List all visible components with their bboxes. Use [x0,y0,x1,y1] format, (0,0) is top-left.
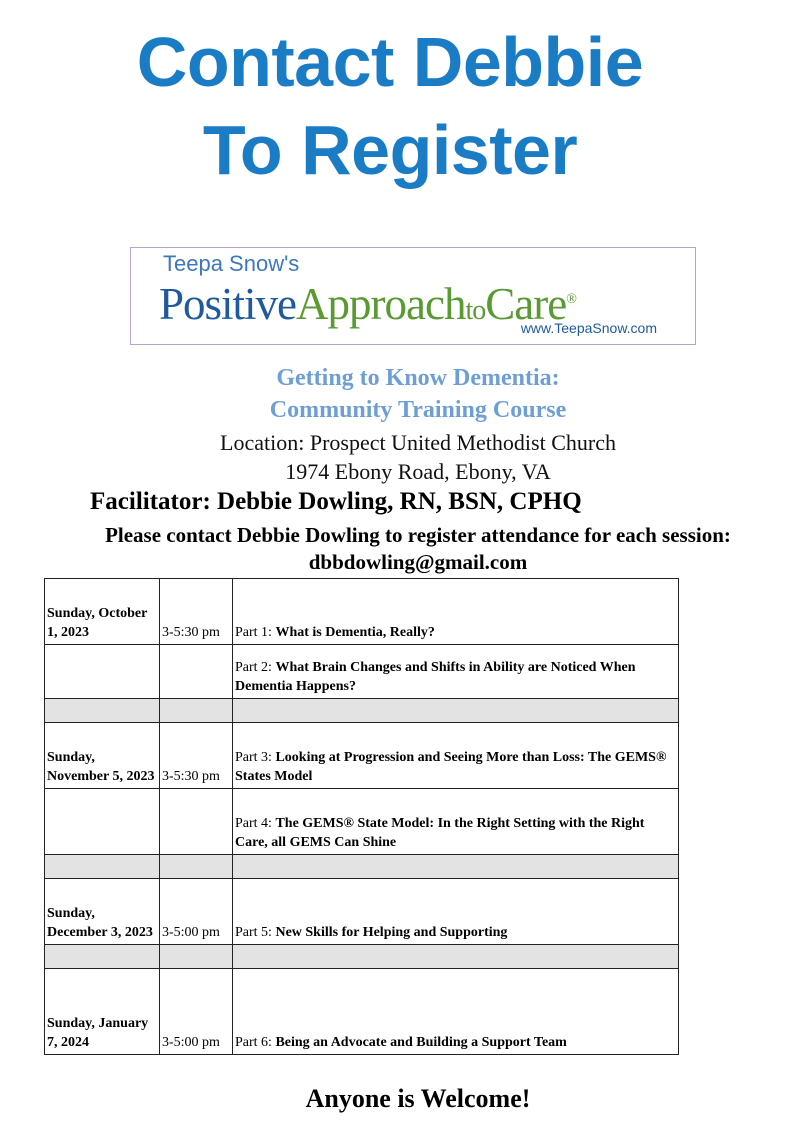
part-label: Part 3: [235,750,272,765]
part-label: Part 2: [235,660,272,675]
session-time: 3-5:30 pm [160,579,233,645]
logo-top-text: Teepa Snow's [163,251,300,276]
table-row [45,579,679,645]
positive-approach-logo [130,247,696,345]
session-time [160,789,233,855]
session-date: Sunday, October 1, 2023 [45,579,160,645]
logo-word-to: to [465,295,486,326]
logo-url: www.TeepaSnow.com [520,320,657,336]
table-row [45,879,679,945]
schedule-table [44,578,679,1055]
part-label: Part 5: [235,925,272,940]
headline-line-2: To Register [202,111,578,189]
logo-registered-mark: ® [566,292,576,307]
course-title-line-1: Getting to Know Dementia: [276,365,560,391]
session-topic: What is Dementia, Really? [275,625,435,640]
session-topic: Being an Advocate and Building a Support Team [275,1035,567,1050]
session-description [233,789,679,855]
location: Location: Prospect United Methodist Church [220,430,616,455]
session-date [45,645,160,699]
session-time [160,645,233,699]
session-description [233,645,679,699]
session-date [45,789,160,855]
session-topic: Looking at Progression and Seeing More than Loss: The GEMS® States Model [235,750,667,784]
table-row [45,723,679,789]
part-label: Part 4: [235,816,272,831]
logo-wordmark [159,274,576,337]
contact-instructions: Please contact Debbie Dowling to register attendance for each session: [105,523,731,547]
session-topic: New Skills for Helping and Supporting [275,925,508,940]
session-time: 3-5:00 pm [160,969,233,1055]
part-label: Part 6: [235,1035,272,1050]
session-description [233,723,679,789]
table-row [45,969,679,1055]
session-date: Sunday, January 7, 2024 [45,969,160,1055]
session-description [233,579,679,645]
session-date: Sunday, December 3, 2023 [45,879,160,945]
course-title-line-2: Community Training Course [269,397,567,423]
session-description [233,969,679,1055]
table-row [45,789,679,855]
logo-word-care: Care [485,279,567,329]
spacer-row [45,855,679,879]
session-description [233,879,679,945]
welcome-footer: Anyone is Welcome! [305,1084,531,1113]
spacer-row [45,699,679,723]
contact-email: dbbdowling@gmail.com [308,550,528,574]
session-topic: The GEMS® State Model: In the Right Setting with the Right Care, all GEMS Can Shine [235,816,645,850]
session-topic: What Brain Changes and Shifts in Ability are Noticed When Dementia Happens? [235,660,636,694]
spacer-row [45,945,679,969]
session-time: 3-5:30 pm [160,723,233,789]
headline-line-1: Contact Debbie [136,23,644,101]
session-date: Sunday, November 5, 2023 [45,723,160,789]
logo-word-approach: Approach [296,279,466,329]
logo-word-positive: Positive [159,279,297,329]
table-row [45,645,679,699]
session-time: 3-5:00 pm [160,879,233,945]
address: 1974 Ebony Road, Ebony, VA [285,459,551,484]
facilitator: Facilitator: Debbie Dowling, RN, BSN, CPHQ [90,488,582,515]
part-label: Part 1: [235,625,272,640]
